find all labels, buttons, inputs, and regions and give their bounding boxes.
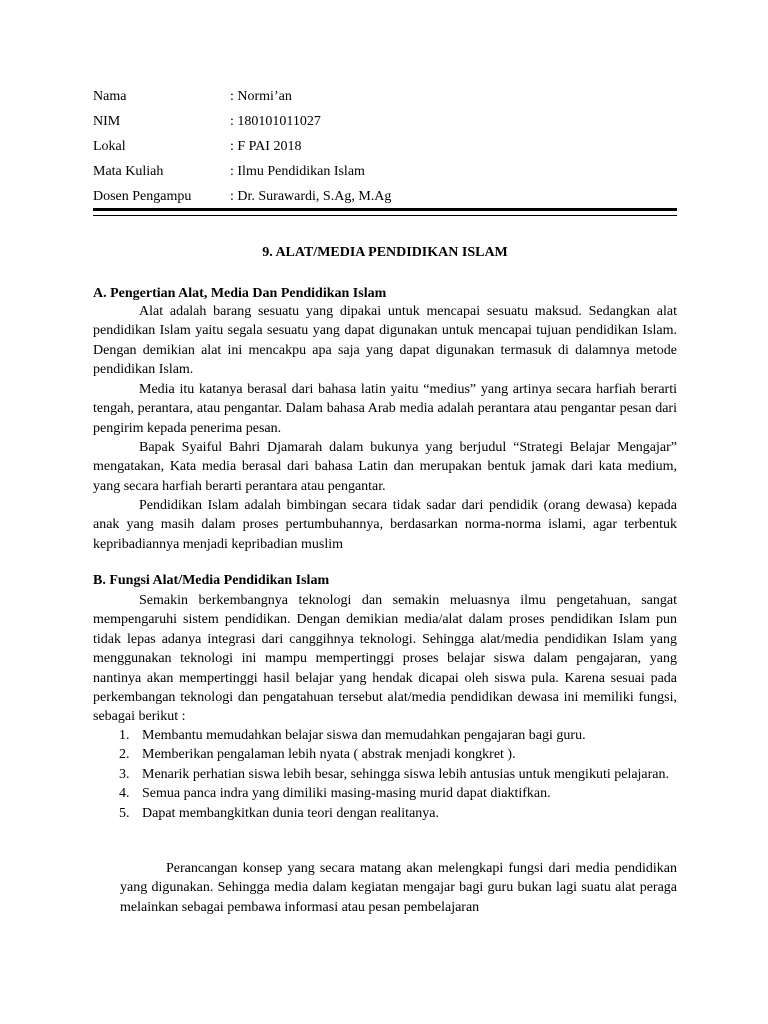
list-text: Dapat membangkitkan dunia teori dengan realitanya.: [142, 805, 440, 821]
header-value: : Dr. Surawardi, S.Ag, M.Ag: [230, 189, 392, 204]
list-number: 3.: [119, 766, 130, 782]
header-value: : F PAI 2018: [230, 139, 302, 154]
section-a-heading: A. Pengertian Alat, Media Dan Pendidikan Islam: [93, 286, 387, 301]
section-a-paragraph-2: Media itu katanya berasal dari bahasa latin yaitu “medius” yang artinya secara harfiah berarti tengah, perantara, atau pengantar. Dalam bahasa Arab media adalah perantara atau pengantar pesan dari pengirim kepada penerima pesan.: [93, 382, 677, 436]
list-number: 2.: [119, 747, 130, 763]
header-value: : Normi’an: [230, 89, 292, 104]
list-text: Membantu memudahkan belajar siswa dan memudahkan pengajaran bagi guru.: [142, 728, 586, 743]
section-a-paragraph-4: Pendidikan Islam adalah bimbingan secara tidak sadar dari pendidik (orang dewasa) kepada anak yang masih dalam proses pertumbuhannya, berdasarkan norma-norma islami, agar terbentuk kepribadiannya menjadi kepribadian muslim: [93, 498, 677, 552]
header-label: Nama: [93, 89, 127, 104]
list-item: [93, 726, 677, 745]
header-value: : 180101011027: [230, 114, 321, 129]
header-label: Mata Kuliah: [93, 164, 164, 179]
document-title: 9. ALAT/MEDIA PENDIDIKAN ISLAM: [262, 245, 508, 260]
list-text: Menarik perhatian siswa lebih besar, sehingga siswa lebih antusias untuk mengikuti pelajaran.: [142, 766, 670, 782]
section-b-heading: B. Fungsi Alat/Media Pendidikan Islam: [93, 573, 330, 588]
list-number: 5.: [119, 805, 130, 821]
header-label: Dosen Pengampu: [93, 189, 192, 204]
list-number: 1.: [119, 728, 130, 743]
list-item: [93, 804, 677, 823]
header-divider-thin: [93, 215, 677, 216]
header-divider-thick: [93, 208, 677, 211]
list-item: [93, 765, 677, 784]
list-item: [93, 745, 677, 764]
header-label: NIM: [93, 114, 121, 129]
section-b-intro: Semakin berkembangnya teknologi dan semakin meluasnya ilmu pengetahuan, sangat mempengaruhi sistem pendidikan. Dengan demikian media/alat dalam proses pendidikan Islam pun tidak lepas adanya integrasi dari canggihnya teknologi. Sehingga alat/media pendidikan Islam yang menggunakan teknologi ini mampu mempertinggi proses belajar siswa dalam pengajaran, yang nantinya akan mempertinggi hasil belajar yang hendak dicapai oleh siswa pula. Karena sesuai pada perkembangan teknologi dan pengatahuan tersebut alat/media pendidikan dewasa ini memiliki fungsi, sebagai berikut :: [93, 593, 677, 725]
header-value: : Ilmu Pendidikan Islam: [230, 164, 365, 179]
section-a-paragraph-3: Bapak Syaiful Bahri Djamarah dalam bukunya yang berjudul “Strategi Belajar Mengajar” mengatakan, Kata media berasal dari bahasa Latin dan merupakan bentuk jamak dari kata medium, yang secara harfiah berarti perantara atau pengantar.: [93, 440, 677, 494]
header-label: Lokal: [93, 139, 126, 154]
section-a-paragraph-1: Alat adalah barang sesuatu yang dipakai untuk mencapai sesuatu maksud. Sedangkan alat pendidikan Islam yaitu segala sesuatu yang dapat digunakan untuk mencapai tujuan pendidikan Islam. Dengan demikian alat ini mencakpu apa saja yang dapat digunakan termasuk di dalamnya metode pendidikan Islam.: [93, 304, 677, 378]
function-list: [93, 726, 677, 823]
closing-paragraph: Perancangan konsep yang secara matang akan melengkapi fungsi dari media pendidikan yang digunakan. Sehingga media dalam kegiatan mengajar bagi guru bukan lagi suatu alat peraga melainkan sebagai pembawa informasi atau pesan pembelajaran: [120, 861, 677, 915]
list-text: Memberikan pengalaman lebih nyata ( abstrak menjadi kongkret ).: [142, 747, 516, 763]
list-item: [93, 784, 677, 803]
list-text: Semua panca indra yang dimiliki masing-masing murid dapat diaktifkan.: [142, 786, 551, 802]
list-number: 4.: [119, 786, 130, 802]
